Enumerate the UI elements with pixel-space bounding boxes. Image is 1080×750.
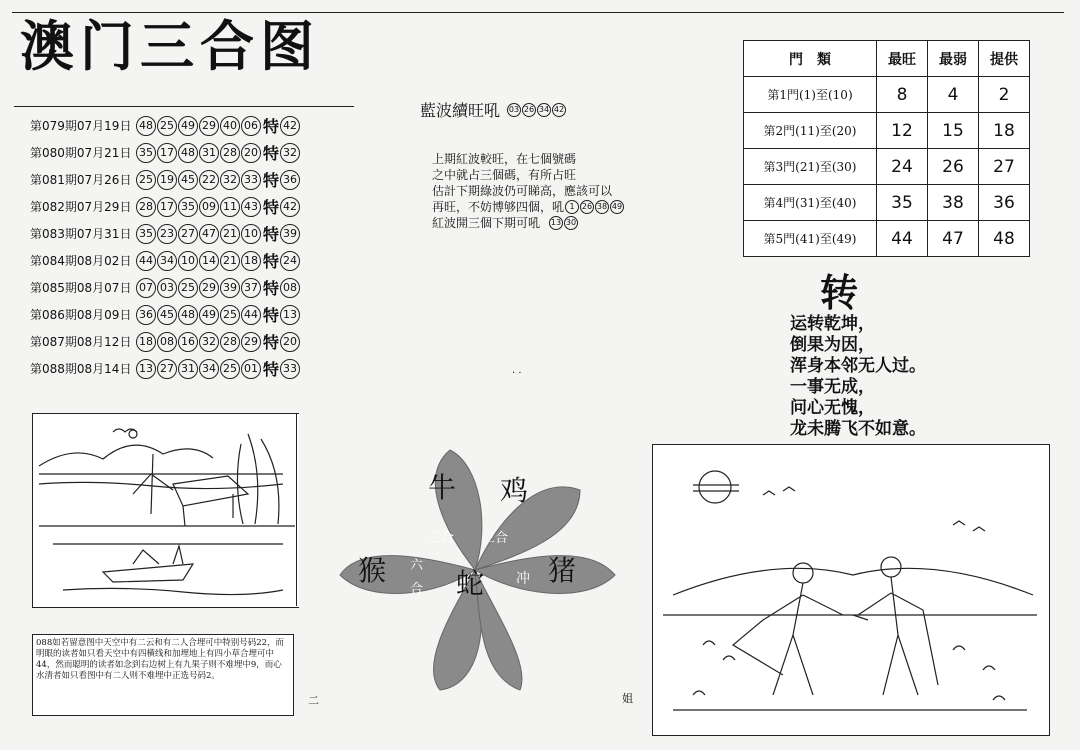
number-ball: 20 — [241, 143, 261, 163]
number-ball: 32 — [199, 332, 219, 352]
table-cell: 18 — [979, 113, 1030, 149]
table-cell: 26 — [928, 149, 979, 185]
number-ball: 27 — [157, 359, 177, 379]
draw-label: 第087期08月12日 — [30, 335, 132, 349]
draw-row — [30, 112, 301, 139]
number-ball: 40 — [220, 116, 240, 136]
landscape-illustration — [32, 413, 299, 608]
number-ball: 25 — [220, 359, 240, 379]
number-ball: 47 — [199, 224, 219, 244]
table-row — [744, 113, 1030, 149]
landscape-border — [296, 413, 297, 606]
special-ball: 20 — [280, 332, 300, 352]
number-ball: 49 — [178, 116, 198, 136]
number-ball: 28 — [220, 332, 240, 352]
number-ball: 16 — [178, 332, 198, 352]
number-ball: 35 — [136, 143, 156, 163]
table-row — [744, 77, 1030, 113]
number-ball: 10 — [178, 251, 198, 271]
poem-line: 倒果为因， — [790, 335, 875, 355]
number-ball: 31 — [199, 143, 219, 163]
tip-ball: 49 — [610, 200, 624, 214]
heading-ball: 34 — [537, 103, 551, 117]
number-ball: 34 — [199, 359, 219, 379]
number-ball: 48 — [136, 116, 156, 136]
draw-results — [30, 112, 301, 382]
special-ball: 42 — [280, 116, 300, 136]
draw-label: 第085期08月07日 — [30, 281, 132, 295]
draw-row — [30, 247, 301, 274]
special-ball: 08 — [280, 278, 300, 298]
number-ball: 48 — [178, 143, 198, 163]
draw-row — [30, 274, 301, 301]
poem — [790, 314, 926, 440]
number-ball: 37 — [241, 278, 261, 298]
special-label: 特 — [263, 198, 280, 217]
table-cell: 38 — [928, 185, 979, 221]
table-cell: 12 — [877, 113, 928, 149]
heading-ball: 26 — [522, 103, 536, 117]
table-cell-label: 第4門(31)至(40) — [744, 185, 877, 221]
heading-ball: 03 — [507, 103, 521, 117]
table-cell: 36 — [979, 185, 1030, 221]
number-ball: 44 — [136, 251, 156, 271]
special-ball: 32 — [280, 143, 300, 163]
number-ball: 17 — [157, 197, 177, 217]
relation-tag: 三合 — [428, 531, 455, 546]
number-ball: 01 — [241, 359, 261, 379]
special-label: 特 — [263, 306, 280, 325]
draw-row — [30, 166, 301, 193]
table-cell: 27 — [979, 149, 1030, 185]
table-cell: 35 — [877, 185, 928, 221]
number-ball: 35 — [178, 197, 198, 217]
poem-line: 问心无愧， — [790, 398, 875, 418]
number-ball: 27 — [178, 224, 198, 244]
number-ball: 14 — [199, 251, 219, 271]
figures-drawing — [653, 445, 1047, 733]
riddle-note: 088如若留意图中天空中有二云和有二人合埋可中特别号码22，而明眼的读者如只看天空中有四横线和加埋地上有四小草合埋可中44，然而聪明的读者如念到右边树上有九果子则不难埋中9，而心水清者如只看图中有二人则不难埋中正选号码2。 — [32, 634, 294, 716]
table-cell: 47 — [928, 221, 979, 257]
poem-line: 运转乾坤， — [790, 314, 875, 334]
special-label: 特 — [263, 360, 280, 379]
special-label: 特 — [263, 225, 280, 244]
commentary-line: 上期紅波較旺，在七個號碼 — [432, 152, 577, 166]
table-cell: 8 — [877, 77, 928, 113]
animal-label: 猴 — [358, 554, 387, 587]
figures-illustration — [652, 444, 1050, 736]
number-ball: 09 — [199, 197, 219, 217]
draw-label: 第082期07月29日 — [30, 200, 132, 214]
number-ball: 33 — [241, 170, 261, 190]
special-ball: 33 — [280, 359, 300, 379]
number-ball: 35 — [136, 224, 156, 244]
special-ball: 13 — [280, 305, 300, 325]
animal-label: 鸡 — [500, 474, 529, 507]
number-ball: 11 — [220, 197, 240, 217]
commentary-line: 之中就占三個碼，有所占旺 — [432, 168, 577, 182]
draw-label: 第081期07月26日 — [30, 173, 132, 187]
table-cell-label: 第5門(41)至(49) — [744, 221, 877, 257]
heading-ball: 42 — [552, 103, 566, 117]
draw-row — [30, 139, 301, 166]
commentary-heading-text: 藍波續旺吼 — [420, 101, 501, 120]
title-divider — [14, 106, 354, 107]
tip-ball: 13 — [549, 216, 563, 230]
tip-ball: 30 — [564, 216, 578, 230]
number-ball: 29 — [199, 278, 219, 298]
number-ball: 22 — [199, 170, 219, 190]
table-header: 門 類 — [744, 41, 877, 77]
tip-ball: 1 — [565, 200, 579, 214]
relation-tag: 合 — [410, 582, 424, 597]
number-ball: 10 — [241, 224, 261, 244]
number-ball: 25 — [178, 278, 198, 298]
corner-mark: 姐 — [622, 692, 633, 705]
commentary-heading — [420, 98, 566, 121]
special-ball: 42 — [280, 197, 300, 217]
table-header-row — [744, 41, 1030, 77]
number-ball: 45 — [178, 170, 198, 190]
table-cell: 48 — [979, 221, 1030, 257]
table-row — [744, 149, 1030, 185]
special-ball: 39 — [280, 224, 300, 244]
table-cell-label: 第2門(11)至(20) — [744, 113, 877, 149]
table-header: 最弱 — [928, 41, 979, 77]
number-ball: 07 — [136, 278, 156, 298]
number-ball: 08 — [157, 332, 177, 352]
draw-row — [30, 220, 301, 247]
animal-label: 牛 — [428, 471, 457, 504]
draw-row — [30, 355, 301, 382]
number-ball: 49 — [199, 305, 219, 325]
number-ball: 31 — [178, 359, 198, 379]
table-cell: 15 — [928, 113, 979, 149]
commentary-line-5 — [432, 215, 624, 231]
number-ball: 29 — [199, 116, 219, 136]
table-cell-label: 第3門(21)至(30) — [744, 149, 877, 185]
landscape-drawing — [33, 414, 297, 605]
draw-row — [30, 193, 301, 220]
table-cell: 44 — [877, 221, 928, 257]
scan-dots: · · — [512, 368, 522, 379]
number-ball: 25 — [136, 170, 156, 190]
number-ball: 21 — [220, 251, 240, 271]
table-cell: 24 — [877, 149, 928, 185]
table-header: 提供 — [979, 41, 1030, 77]
tip-ball: 26 — [580, 200, 594, 214]
special-label: 特 — [263, 279, 280, 298]
draw-row — [30, 301, 301, 328]
poem-line: 一事无成， — [790, 377, 875, 397]
draw-label: 第083期07月31日 — [30, 227, 132, 241]
table-cell: 4 — [928, 77, 979, 113]
table-cell: 2 — [979, 77, 1030, 113]
draw-label: 第084期08月02日 — [30, 254, 132, 268]
page-title: 澳门三合图 — [20, 15, 320, 78]
corner-mark: 二 — [308, 694, 319, 707]
number-ball: 25 — [220, 305, 240, 325]
special-label: 特 — [263, 252, 280, 271]
number-ball: 13 — [136, 359, 156, 379]
number-ball: 28 — [136, 197, 156, 217]
category-table — [743, 40, 1030, 257]
commentary-line-text: 紅波開三個下期可吼 — [432, 216, 541, 230]
number-ball: 39 — [220, 278, 240, 298]
relation-tag: 冲 — [516, 571, 530, 587]
number-ball: 29 — [241, 332, 261, 352]
table-cell-label: 第1門(1)至(10) — [744, 77, 877, 113]
number-ball: 44 — [241, 305, 261, 325]
number-ball: 06 — [241, 116, 261, 136]
special-ball: 24 — [280, 251, 300, 271]
number-ball: 03 — [157, 278, 177, 298]
poem-line: 龙未腾飞不如意。 — [790, 419, 926, 439]
poem-line: 浑身本邻无人过。 — [790, 356, 926, 376]
draw-label: 第088期08月14日 — [30, 362, 132, 376]
draw-row — [30, 328, 301, 355]
number-ball: 25 — [157, 116, 177, 136]
number-ball: 34 — [157, 251, 177, 271]
special-label: 特 — [263, 144, 280, 163]
number-ball: 23 — [157, 224, 177, 244]
number-ball: 48 — [178, 305, 198, 325]
special-label: 特 — [263, 117, 280, 136]
commentary-text — [432, 151, 624, 231]
number-ball: 21 — [220, 224, 240, 244]
number-ball: 28 — [220, 143, 240, 163]
number-ball: 18 — [136, 332, 156, 352]
draw-label: 第079期07月19日 — [30, 119, 132, 133]
number-ball: 43 — [241, 197, 261, 217]
special-label: 特 — [263, 171, 280, 190]
commentary-line-text: 再旺，不妨博够四個，吼 — [432, 200, 565, 214]
number-ball: 36 — [136, 305, 156, 325]
special-label: 特 — [263, 333, 280, 352]
relation-tag: 三合 — [482, 531, 509, 546]
draw-label: 第086期08月09日 — [30, 308, 132, 322]
poem-title: 转 — [820, 270, 859, 315]
number-ball: 19 — [157, 170, 177, 190]
table-row — [744, 185, 1030, 221]
relation-tag: 六 — [410, 558, 424, 573]
commentary-line: 估計下期綠波仍可睇高，應該可以 — [432, 184, 613, 198]
zodiac-flower — [330, 445, 620, 695]
table-row — [744, 221, 1030, 257]
tip-ball: 38 — [595, 200, 609, 214]
animal-label: 蛇 — [456, 567, 485, 600]
commentary-line-4 — [432, 199, 624, 215]
number-ball: 45 — [157, 305, 177, 325]
draw-label: 第080期07月21日 — [30, 146, 132, 160]
table-header: 最旺 — [877, 41, 928, 77]
petal — [435, 450, 482, 570]
number-ball: 32 — [220, 170, 240, 190]
special-ball: 36 — [280, 170, 300, 190]
number-ball: 18 — [241, 251, 261, 271]
animal-label: 猪 — [548, 554, 577, 587]
number-ball: 17 — [157, 143, 177, 163]
